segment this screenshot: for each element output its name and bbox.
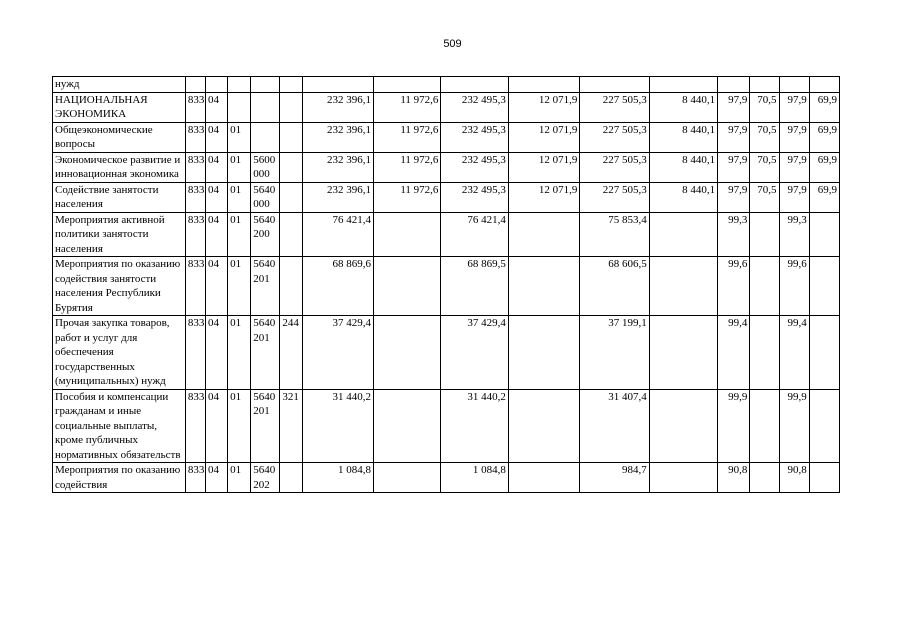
cell-section-code: 04 xyxy=(205,389,227,463)
cell-percent-1: 97,9 xyxy=(718,152,750,182)
cell-value-6: 8 440,1 xyxy=(649,92,717,122)
cell-value-6 xyxy=(649,463,717,493)
cell-ministry-code: 833 xyxy=(185,182,205,212)
cell-expense-type: 321 xyxy=(280,389,302,463)
cell-percent-2 xyxy=(750,77,779,93)
cell-percent-4: 69,9 xyxy=(809,92,839,122)
cell-target-article xyxy=(251,122,280,152)
cell-value-1: 232 396,1 xyxy=(302,92,373,122)
cell-name: Общеэкономические вопросы xyxy=(53,122,186,152)
cell-percent-2: 70,5 xyxy=(750,182,779,212)
cell-value-1: 232 396,1 xyxy=(302,152,373,182)
cell-value-3: 68 869,5 xyxy=(441,257,508,316)
cell-percent-1: 99,9 xyxy=(718,389,750,463)
cell-expense-type xyxy=(280,77,302,93)
cell-value-1: 68 869,6 xyxy=(302,257,373,316)
cell-ministry-code: 833 xyxy=(185,257,205,316)
cell-name: Мероприятия по оказанию содействия занятости населения Республики Бурятия xyxy=(53,257,186,316)
cell-name: Содействие занятости населения xyxy=(53,182,186,212)
cell-subsection-code: 01 xyxy=(228,257,251,316)
cell-target-article: 5640 201 xyxy=(251,316,280,390)
cell-percent-2: 70,5 xyxy=(750,152,779,182)
cell-target-article xyxy=(251,77,280,93)
table-row xyxy=(53,92,840,122)
cell-section-code: 04 xyxy=(205,122,227,152)
cell-target-article: 5640 201 xyxy=(251,257,280,316)
cell-name: нужд xyxy=(53,77,186,93)
cell-percent-1: 97,9 xyxy=(718,182,750,212)
cell-percent-1: 90,8 xyxy=(718,463,750,493)
cell-value-4: 12 071,9 xyxy=(508,152,579,182)
cell-subsection-code: 01 xyxy=(228,389,251,463)
cell-percent-2 xyxy=(750,463,779,493)
cell-name: Мероприятия активной политики занятости населения xyxy=(53,212,186,257)
cell-value-2 xyxy=(374,212,441,257)
budget-table xyxy=(52,76,840,493)
cell-percent-3: 97,9 xyxy=(779,122,809,152)
cell-value-3: 232 495,3 xyxy=(441,182,508,212)
cell-value-4: 12 071,9 xyxy=(508,122,579,152)
cell-expense-type xyxy=(280,212,302,257)
cell-percent-3: 97,9 xyxy=(779,182,809,212)
cell-value-4 xyxy=(508,212,579,257)
cell-value-6 xyxy=(649,316,717,390)
cell-percent-4 xyxy=(809,212,839,257)
cell-value-5: 227 505,3 xyxy=(580,122,649,152)
cell-value-5: 75 853,4 xyxy=(580,212,649,257)
cell-percent-3: 99,6 xyxy=(779,257,809,316)
cell-expense-type xyxy=(280,463,302,493)
cell-value-2 xyxy=(374,257,441,316)
cell-value-2 xyxy=(374,389,441,463)
cell-value-3: 37 429,4 xyxy=(441,316,508,390)
cell-value-2: 11 972,6 xyxy=(374,152,441,182)
page-number: 509 xyxy=(443,38,462,50)
cell-target-article: 5600 000 xyxy=(251,152,280,182)
cell-ministry-code: 833 xyxy=(185,316,205,390)
cell-value-5: 37 199,1 xyxy=(580,316,649,390)
table-row xyxy=(53,212,840,257)
cell-name: Мероприятия по оказанию содействия xyxy=(53,463,186,493)
cell-value-2: 11 972,6 xyxy=(374,182,441,212)
cell-percent-4 xyxy=(809,77,839,93)
cell-percent-2: 70,5 xyxy=(750,92,779,122)
cell-name: Экономическое развитие и инновационная экономика xyxy=(53,152,186,182)
table-row xyxy=(53,152,840,182)
cell-value-1: 1 084,8 xyxy=(302,463,373,493)
table-body xyxy=(53,77,840,493)
cell-subsection-code: 01 xyxy=(228,122,251,152)
cell-value-5 xyxy=(580,77,649,93)
cell-value-3: 232 495,3 xyxy=(441,92,508,122)
cell-percent-3 xyxy=(779,77,809,93)
cell-value-2: 11 972,6 xyxy=(374,122,441,152)
cell-percent-4 xyxy=(809,389,839,463)
cell-subsection-code: 01 xyxy=(228,316,251,390)
cell-expense-type xyxy=(280,92,302,122)
cell-section-code: 04 xyxy=(205,463,227,493)
cell-percent-1 xyxy=(718,77,750,93)
table-row xyxy=(53,389,840,463)
cell-ministry-code: 833 xyxy=(185,92,205,122)
cell-value-3: 232 495,3 xyxy=(441,122,508,152)
cell-value-5: 984,7 xyxy=(580,463,649,493)
cell-percent-1: 97,9 xyxy=(718,92,750,122)
cell-value-3: 31 440,2 xyxy=(441,389,508,463)
cell-value-2 xyxy=(374,316,441,390)
table-row xyxy=(53,316,840,390)
cell-percent-2 xyxy=(750,389,779,463)
cell-value-4 xyxy=(508,389,579,463)
cell-value-3: 1 084,8 xyxy=(441,463,508,493)
cell-subsection-code xyxy=(228,77,251,93)
cell-percent-3: 90,8 xyxy=(779,463,809,493)
cell-percent-2 xyxy=(750,316,779,390)
cell-section-code: 04 xyxy=(205,182,227,212)
cell-percent-4: 69,9 xyxy=(809,182,839,212)
cell-value-2 xyxy=(374,77,441,93)
cell-percent-1: 99,4 xyxy=(718,316,750,390)
cell-value-5: 227 505,3 xyxy=(580,92,649,122)
cell-subsection-code: 01 xyxy=(228,182,251,212)
table-row xyxy=(53,463,840,493)
cell-value-6: 8 440,1 xyxy=(649,182,717,212)
cell-value-4: 12 071,9 xyxy=(508,182,579,212)
cell-target-article: 5640 200 xyxy=(251,212,280,257)
cell-percent-2 xyxy=(750,257,779,316)
cell-expense-type xyxy=(280,182,302,212)
cell-percent-3: 99,4 xyxy=(779,316,809,390)
cell-section-code xyxy=(205,77,227,93)
cell-percent-3: 99,9 xyxy=(779,389,809,463)
cell-percent-4 xyxy=(809,463,839,493)
cell-target-article: 5640 202 xyxy=(251,463,280,493)
cell-value-4: 12 071,9 xyxy=(508,92,579,122)
cell-value-5: 31 407,4 xyxy=(580,389,649,463)
cell-section-code: 04 xyxy=(205,257,227,316)
cell-section-code: 04 xyxy=(205,92,227,122)
cell-ministry-code: 833 xyxy=(185,122,205,152)
cell-value-1: 76 421,4 xyxy=(302,212,373,257)
cell-name: НАЦИОНАЛЬНАЯ ЭКОНОМИКА xyxy=(53,92,186,122)
cell-section-code: 04 xyxy=(205,212,227,257)
cell-value-2 xyxy=(374,463,441,493)
cell-percent-4: 69,9 xyxy=(809,122,839,152)
cell-percent-1: 97,9 xyxy=(718,122,750,152)
cell-ministry-code: 833 xyxy=(185,212,205,257)
cell-value-6: 8 440,1 xyxy=(649,152,717,182)
cell-expense-type: 244 xyxy=(280,316,302,390)
cell-target-article xyxy=(251,92,280,122)
cell-section-code: 04 xyxy=(205,152,227,182)
cell-value-5: 68 606,5 xyxy=(580,257,649,316)
cell-target-article: 5640 201 xyxy=(251,389,280,463)
cell-percent-1: 99,3 xyxy=(718,212,750,257)
cell-value-1: 232 396,1 xyxy=(302,122,373,152)
cell-value-6: 8 440,1 xyxy=(649,122,717,152)
cell-ministry-code xyxy=(185,77,205,93)
cell-section-code: 04 xyxy=(205,316,227,390)
table-row xyxy=(53,182,840,212)
cell-value-5: 227 505,3 xyxy=(580,152,649,182)
table-row xyxy=(53,257,840,316)
cell-target-article: 5640 000 xyxy=(251,182,280,212)
cell-expense-type xyxy=(280,152,302,182)
cell-percent-2: 70,5 xyxy=(750,122,779,152)
cell-value-1: 232 396,1 xyxy=(302,182,373,212)
cell-subsection-code: 01 xyxy=(228,463,251,493)
cell-ministry-code: 833 xyxy=(185,389,205,463)
cell-value-4 xyxy=(508,77,579,93)
cell-ministry-code: 833 xyxy=(185,152,205,182)
cell-name: Пособия и компенсации гражданам и иные социальные выплаты, кроме публичных нормативных обязательств xyxy=(53,389,186,463)
cell-percent-3: 99,3 xyxy=(779,212,809,257)
cell-subsection-code: 01 xyxy=(228,212,251,257)
cell-percent-1: 99,6 xyxy=(718,257,750,316)
cell-percent-4: 69,9 xyxy=(809,152,839,182)
cell-value-1: 37 429,4 xyxy=(302,316,373,390)
cell-value-6 xyxy=(649,212,717,257)
cell-value-1: 31 440,2 xyxy=(302,389,373,463)
cell-value-4 xyxy=(508,463,579,493)
cell-ministry-code: 833 xyxy=(185,463,205,493)
cell-value-6 xyxy=(649,389,717,463)
cell-value-1 xyxy=(302,77,373,93)
table-row xyxy=(53,77,840,93)
cell-value-6 xyxy=(649,257,717,316)
cell-value-4 xyxy=(508,316,579,390)
cell-percent-3: 97,9 xyxy=(779,92,809,122)
cell-value-3: 232 495,3 xyxy=(441,152,508,182)
cell-percent-4 xyxy=(809,257,839,316)
cell-value-3 xyxy=(441,77,508,93)
cell-value-4 xyxy=(508,257,579,316)
cell-subsection-code xyxy=(228,92,251,122)
cell-percent-4 xyxy=(809,316,839,390)
cell-value-3: 76 421,4 xyxy=(441,212,508,257)
cell-percent-3: 97,9 xyxy=(779,152,809,182)
cell-value-2: 11 972,6 xyxy=(374,92,441,122)
cell-subsection-code: 01 xyxy=(228,152,251,182)
cell-name: Прочая закупка товаров, работ и услуг для обеспечения государственных (муниципальных) нужд xyxy=(53,316,186,390)
cell-percent-2 xyxy=(750,212,779,257)
table-row xyxy=(53,122,840,152)
cell-value-6 xyxy=(649,77,717,93)
cell-expense-type xyxy=(280,257,302,316)
cell-value-5: 227 505,3 xyxy=(580,182,649,212)
cell-expense-type xyxy=(280,122,302,152)
